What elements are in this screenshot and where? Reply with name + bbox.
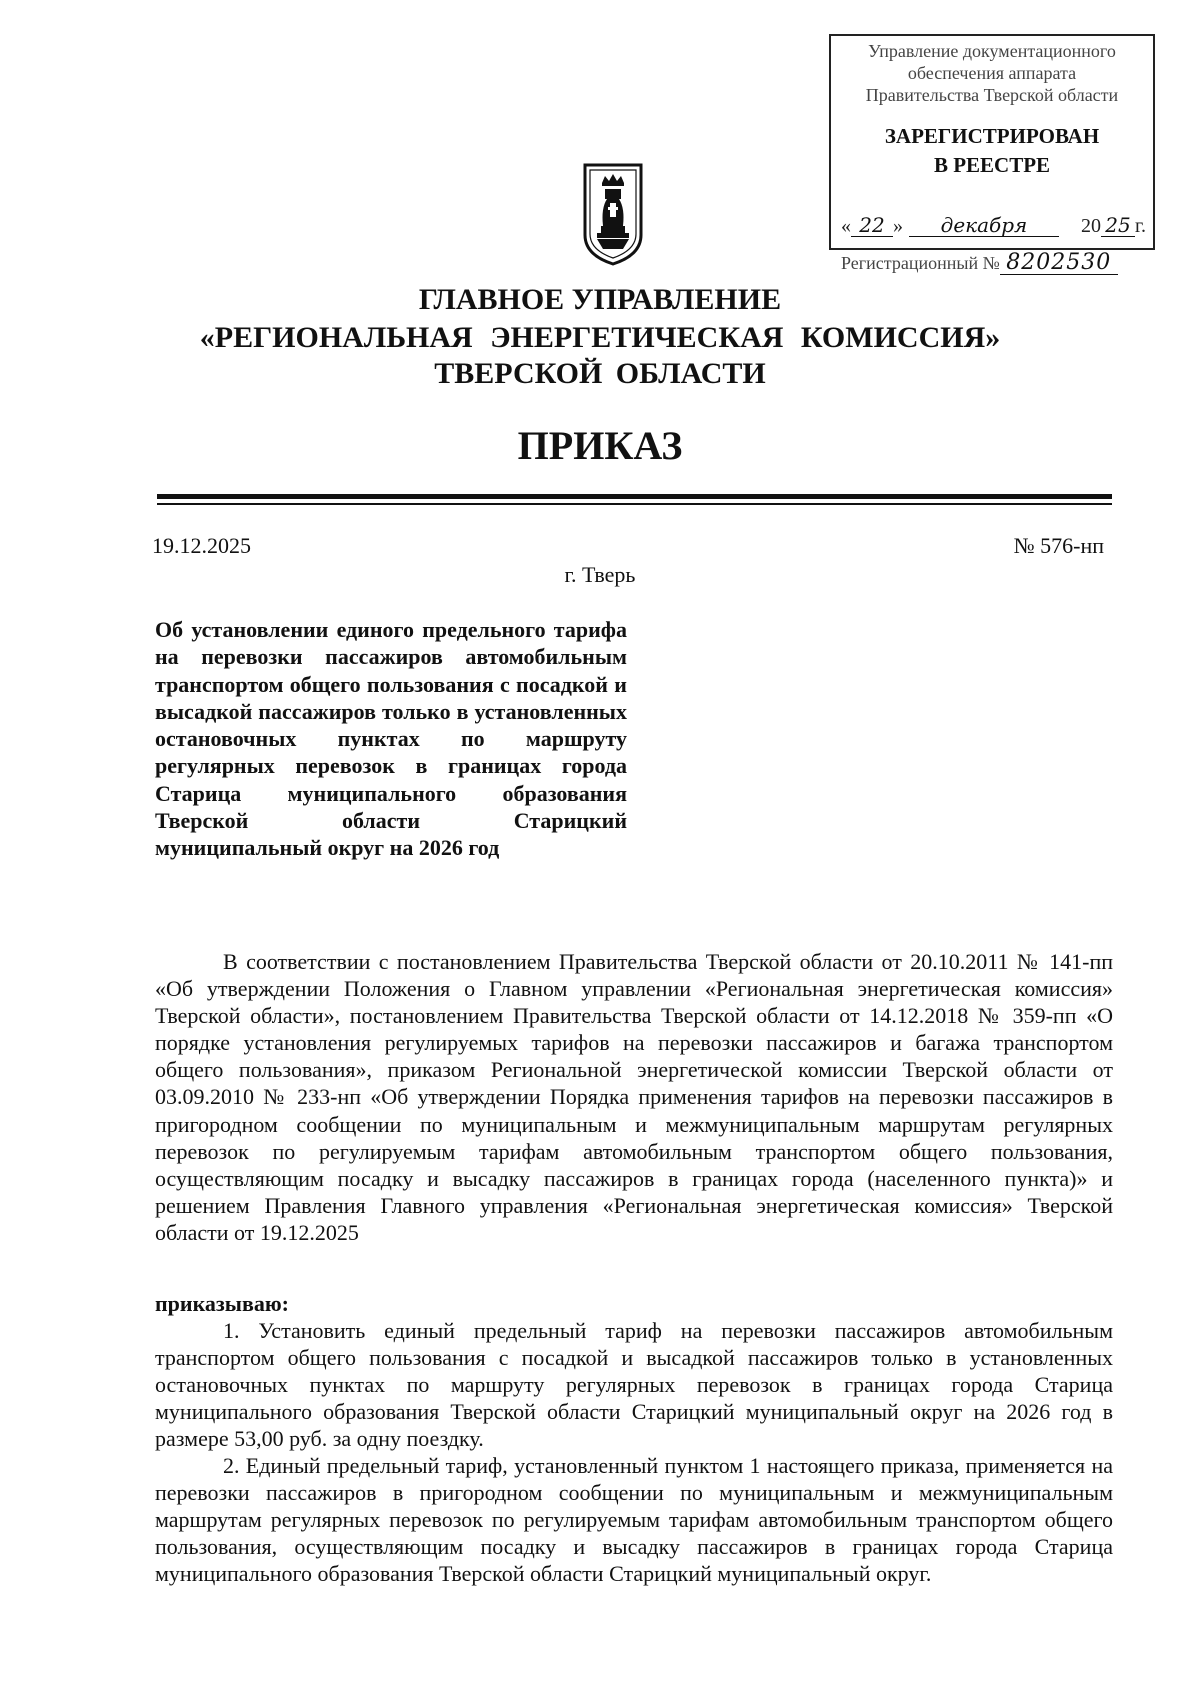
stamp-registered-line-1: ЗАРЕГИСТРИРОВАН [884, 124, 1100, 148]
tver-coat-of-arms-icon [583, 163, 643, 266]
stamp-regnum-value: 8202530 [1000, 252, 1118, 275]
stamp-date-row [841, 214, 1145, 237]
order-item-1: 1. Установить единый предельный тариф на перевозки пассажиров автомобильным транспортом общего пользования с посадкой и высадкой пассажиров только в установленных остановочных пунктах по маршруту регулярных перевозок в границах города Старица муниципального образования Тверской области Старицкий муниципальный округ на 2026 год в размере 53,00 руб. за одну поездку. [155, 1318, 1113, 1452]
stamp-date-day: 22 [851, 214, 893, 237]
order-item-2: 2. Единый предельный тариф, установленный пунктом 1 настоящего приказа, применяется на перевозки пассажиров в пригородном сообщении по муниципальным и межмуниципальным маршрутам регулярных перевозок по регулируемым тарифам автомобильным транспортом общего пользования, осуществляющим посадку и высадку пассажиров в границах города Старица муниципального образования Тверской области Старицкий муниципальный округ. [155, 1453, 1113, 1587]
stamp-date-month: декабря [909, 214, 1059, 237]
preamble-paragraph: В соответствии с постановлением Правительства Тверской области от 20.10.2011 № 141-пп «Об утверждении Положения о Главном управлении «Региональная энергетическая комиссия» Тверской области», постановлением Правительства Тверской области от 14.12.2018 № 359-пп «О порядке установления регулируемых тарифов на перевозки пассажиров и багажа транспортом общего пользования», приказом Региональной энергетической комиссии Тверской области от 03.09.2010 № 233-нп «Об утверждении Порядка применения тарифов на перевозки пассажиров в пригородном сообщении по муниципальным и межмуниципальным маршрутам регулярных перевозок по регулируемым тарифам автомобильным транспортом общего пользования, осуществляющим посадку и высадку пассажиров в границах города (населенного пункта)» и решением Правления Главного управления «Региональная энергетическая комиссия» Тверской области от 19.12.2025 [155, 949, 1113, 1245]
document-city: г. Тверь [564, 562, 636, 587]
document-type-title: ПРИКАЗ [517, 423, 683, 468]
header-divider-thin [157, 503, 1112, 505]
subject-title-text: Об установлении единого предельного тарифа на перевозки пассажиров автомобильным транспортом общего пользования с посадкой и высадкой пассажиров только в установленных остановочных пунктах по маршруту регулярных перевозок в границах города Старица муниципального образования Тверской области Старицкий [155, 617, 627, 834]
header-line-1: ГЛАВНОЕ УПРАВЛЕНИЕ [418, 283, 782, 316]
stamp-registered-line-2: В РЕЕСТРЕ [933, 153, 1051, 177]
stamp-org-line-3: Правительства Тверской области [865, 85, 1119, 105]
document-number: № 576-нп [1013, 533, 1104, 558]
order-word: приказываю: [155, 1291, 289, 1316]
stamp-year-prefix: 20 [1081, 215, 1101, 237]
stamp-org-line-2: обеспечения аппарата [907, 63, 1077, 83]
stamp-close-quote: » [893, 215, 903, 237]
subject-title-last-line: муниципальный округ на 2026 год [155, 835, 500, 861]
document-date: 19.12.2025 [152, 533, 251, 558]
stamp-registered-label [831, 122, 1153, 180]
registration-stamp [829, 34, 1155, 275]
header-line-2: «РЕГИОНАЛЬНАЯ ЭНЕРГЕТИЧЕСКАЯ КОМИССИЯ» [199, 321, 1001, 354]
stamp-open-quote: « [841, 215, 851, 237]
stamp-regnum-label: Регистрационный № [841, 253, 1000, 273]
stamp-org-line-1: Управление документационного [868, 41, 1116, 61]
header-line-3: ТВЕРСКОЙ ОБЛАСТИ [434, 357, 766, 390]
stamp-regnum-row [841, 252, 1145, 275]
header-divider-thick [157, 494, 1112, 499]
document-subject-title [155, 616, 627, 862]
stamp-organization [831, 40, 1153, 106]
stamp-year-suffix: 25 [1101, 214, 1135, 237]
stamp-year-unit: г. [1135, 215, 1146, 237]
